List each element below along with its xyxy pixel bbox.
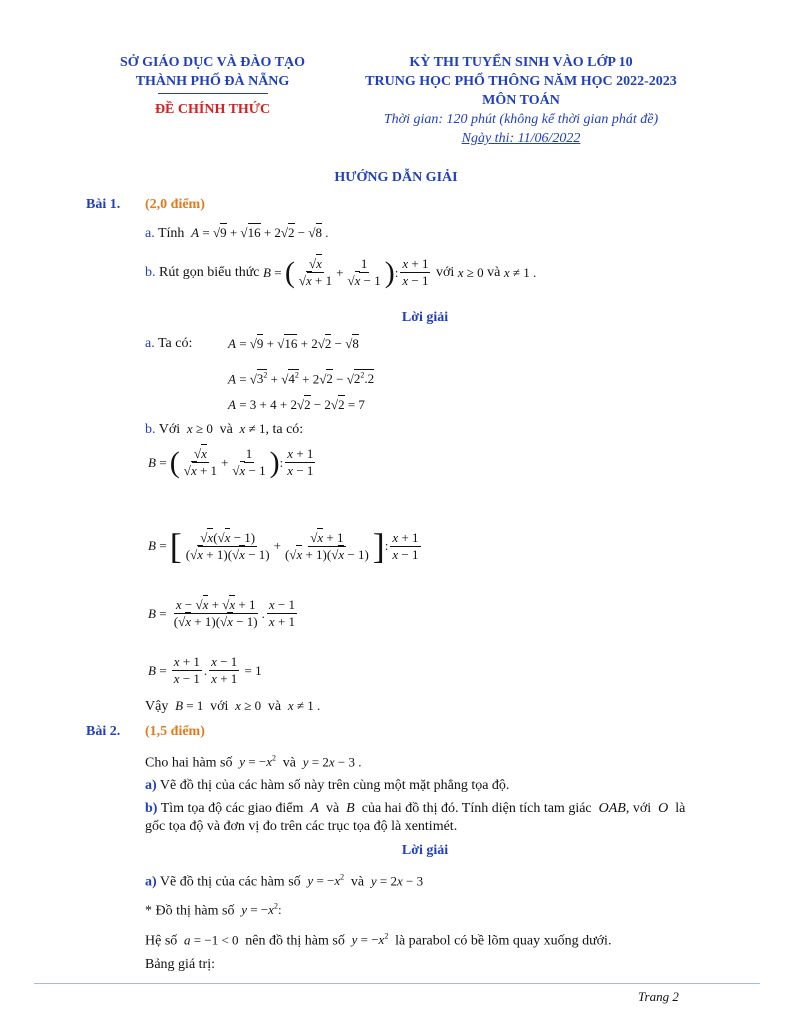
- bai2-label: Bài 2.: [86, 724, 121, 739]
- bai2-intro-pre: Cho hai hàm số: [145, 755, 233, 771]
- page-number: Trang 2: [638, 989, 679, 1004]
- bai1-conclusion-value: B = 1: [175, 698, 207, 713]
- exam-subtitle: TRUNG HỌC PHỔ THÔNG NĂM HỌC 2022-2023: [365, 74, 677, 89]
- exam-title: KỲ THI TUYỂN SINH VÀO LỚP 10: [409, 55, 633, 70]
- bai2-intro-and: và: [282, 755, 296, 771]
- header-right: [335, 53, 707, 148]
- bai2-coef-line: [145, 928, 611, 950]
- bai2-sol-a: [145, 869, 423, 891]
- bai1-b-cond-pre: với: [435, 264, 455, 280]
- header-department: SỞ GIÁO DỤC VÀ ĐÀO TẠO: [119, 55, 305, 70]
- bai1-loi-giai: Lời giải: [401, 310, 449, 325]
- bai1-sol-b-cond-2: x ≠ 1: [239, 421, 266, 436]
- bai2-triangle: OAB: [595, 801, 626, 816]
- bai2-a-text: Vẽ đồ thị của các hàm số này trên cùng một mặt phẳng tọa độ.: [159, 778, 510, 793]
- bai1-conclusion-cond-1: x ≥ 0: [235, 698, 265, 713]
- bai2-graph-function: $y = -x^2$:: [241, 902, 282, 918]
- bai1-a-label: a.: [145, 226, 155, 241]
- bai1-sol-b-step1: B = ( $\frac{√x}{√x + 1}$ + $\frac{1}{√x - 1}$ ) : $\frac{x + 1}{x - 1}$: [148, 445, 314, 479]
- bai2-coef-pre: Hệ số: [145, 933, 178, 949]
- header-divider: [158, 93, 268, 94]
- bai2-b-text-line2: gốc tọa độ và đơn vị đo trên các trục tọa độ là xentimét.: [145, 819, 458, 834]
- bai2-b-text-2: và: [325, 801, 340, 816]
- bai1-label: Bài 1.: [86, 197, 121, 212]
- bai1-sol-b-and: và: [219, 422, 233, 437]
- bai2-point-a: A: [306, 801, 323, 816]
- bai2-b-text-1: Tìm tọa độ các giao điểm: [160, 801, 304, 816]
- bai1-b-expression: B = ( $\frac{√x}{√x + 1}$ + $\frac{1}{√x - 1}$ ) : $\frac{x + 1}{x - 1}$: [263, 255, 429, 289]
- header-city: THÀNH PHỐ ĐÀ NẴNG: [135, 74, 290, 89]
- bai2-function-1: $y = -x^2$: [239, 754, 276, 770]
- header-left: [90, 53, 335, 119]
- exam-duration: Thời gian: 120 phút (không kể thời gian phát đề): [383, 112, 659, 127]
- bai2-part-b: [145, 800, 685, 818]
- bai2-b-text-3: của hai đồ thị đó. Tính diện tích tam giác: [361, 801, 592, 816]
- bai1-a-expression: A = √9 + √16 + 2√2 − √8 .: [191, 225, 329, 240]
- bai1-part-a: [145, 224, 329, 243]
- exam-date: Ngày thi: 11/06/2022: [461, 131, 581, 146]
- bai1-sol-b-post: , ta có:: [265, 422, 304, 437]
- bai1-b-label: b.: [145, 264, 156, 280]
- bai2-coef-value: a = −1 < 0: [184, 932, 242, 948]
- bai1-sol-b-step2: B = [ $\frac{√x(√x - 1)}{(√x + 1)(√x - 1)}$ + $\frac{√x + 1}{(√x + 1)(√x - 1)}$ ] : $\frac{x + 1}{x - 1}$: [148, 526, 419, 566]
- bai2-origin: O: [654, 801, 672, 816]
- bai2-loi-giai: Lời giải: [401, 843, 449, 858]
- bai2-table-label: Bảng giá trị:: [145, 957, 215, 972]
- bai1-sol-a-text: Ta có:: [157, 336, 193, 351]
- bai2-sol-function-1: $y = -x^2$: [307, 873, 345, 889]
- bai2-coef-function: $y = -x^2$: [351, 932, 389, 948]
- bai1-sol-b-step3: B = $\frac{x - √x + √x + 1}{(√x + 1)(√x - 1)}$ . $\frac{x - 1}{x + 1}$: [148, 597, 295, 629]
- bai1-sol-a-step3: A = 3 + 4 + 2√2 − 2√2 = 7: [228, 397, 365, 412]
- bai2-coef-mid: nên đồ thị hàm số: [245, 933, 345, 949]
- bai1-conclusion-cond-2: x ≠ 1 .: [287, 698, 321, 713]
- bai1-points: (2,0 điểm): [145, 197, 205, 212]
- bai2-sol-function-2: y = 2x − 3: [370, 873, 424, 889]
- bai1-b-cond-and: và: [487, 264, 501, 280]
- page-title: HƯỚNG DẪN GIẢI: [334, 170, 458, 185]
- bai1-conclusion-mid: với: [210, 699, 229, 714]
- bai1-b-cond-1: x ≥ 0: [457, 264, 484, 280]
- bai2-sol-a-text: Vẽ đồ thị của các hàm số: [159, 874, 301, 890]
- bai1-b-cond-2: x ≠ 1 .: [503, 264, 537, 280]
- bai2-intro: [145, 750, 361, 772]
- bai2-coef-post: là parabol có bề lõm quay xuống dưới.: [395, 933, 612, 949]
- bai1-conclusion-and: và: [267, 699, 282, 714]
- bai2-point-b: B: [342, 801, 359, 816]
- official-exam-label: ĐỀ CHÍNH THỨC: [154, 102, 271, 117]
- bai1-sol-a: [145, 335, 192, 353]
- bai1-part-b: [145, 256, 536, 289]
- bai2-function-2: y = 2x − 3 .: [302, 754, 362, 770]
- bai2-graph-text: * Đồ thị hàm số: [145, 903, 235, 919]
- bai1-conclusion: [145, 697, 320, 716]
- bai2-a-label: a): [145, 778, 157, 793]
- bai2-sol-a-label: a): [145, 874, 157, 890]
- bai1-sol-b-pre: Với: [158, 422, 181, 437]
- bai2-points: (1,5 điểm): [145, 724, 205, 739]
- bai2-part-a: [145, 777, 509, 795]
- bai1-sol-a-step2: $A = √3^2 + √4^2 + 2√2 - √2^2.2$: [228, 371, 375, 387]
- bai2-sol-a-and: và: [350, 874, 365, 890]
- bai2-b-text-5: là: [675, 801, 686, 816]
- footer-divider: [34, 983, 760, 984]
- bai1-sol-a-label: a.: [145, 336, 155, 351]
- bai1-sol-a-step1: A = √9 + √16 + 2√2 − √8: [228, 336, 359, 351]
- bai2-b-text-4: , với: [625, 801, 652, 816]
- subject: MÔN TOÁN: [482, 93, 560, 108]
- bai1-sol-b-step4: B = $\frac{x + 1}{x - 1}$ . $\frac{x - 1}{x + 1}$ = 1: [148, 654, 262, 686]
- bai1-sol-b-cond-1: x ≥ 0: [186, 421, 217, 436]
- bai1-sol-b-label: b.: [145, 422, 156, 437]
- bai1-b-text: Rút gọn biểu thức: [159, 264, 260, 280]
- bai2-b-label: b): [145, 801, 158, 816]
- bai1-a-text: Tính: [157, 226, 185, 241]
- bai2-graph-line: [145, 898, 282, 920]
- bai1-conclusion-pre: Vậy: [145, 699, 169, 714]
- bai1-sol-b: [145, 420, 303, 439]
